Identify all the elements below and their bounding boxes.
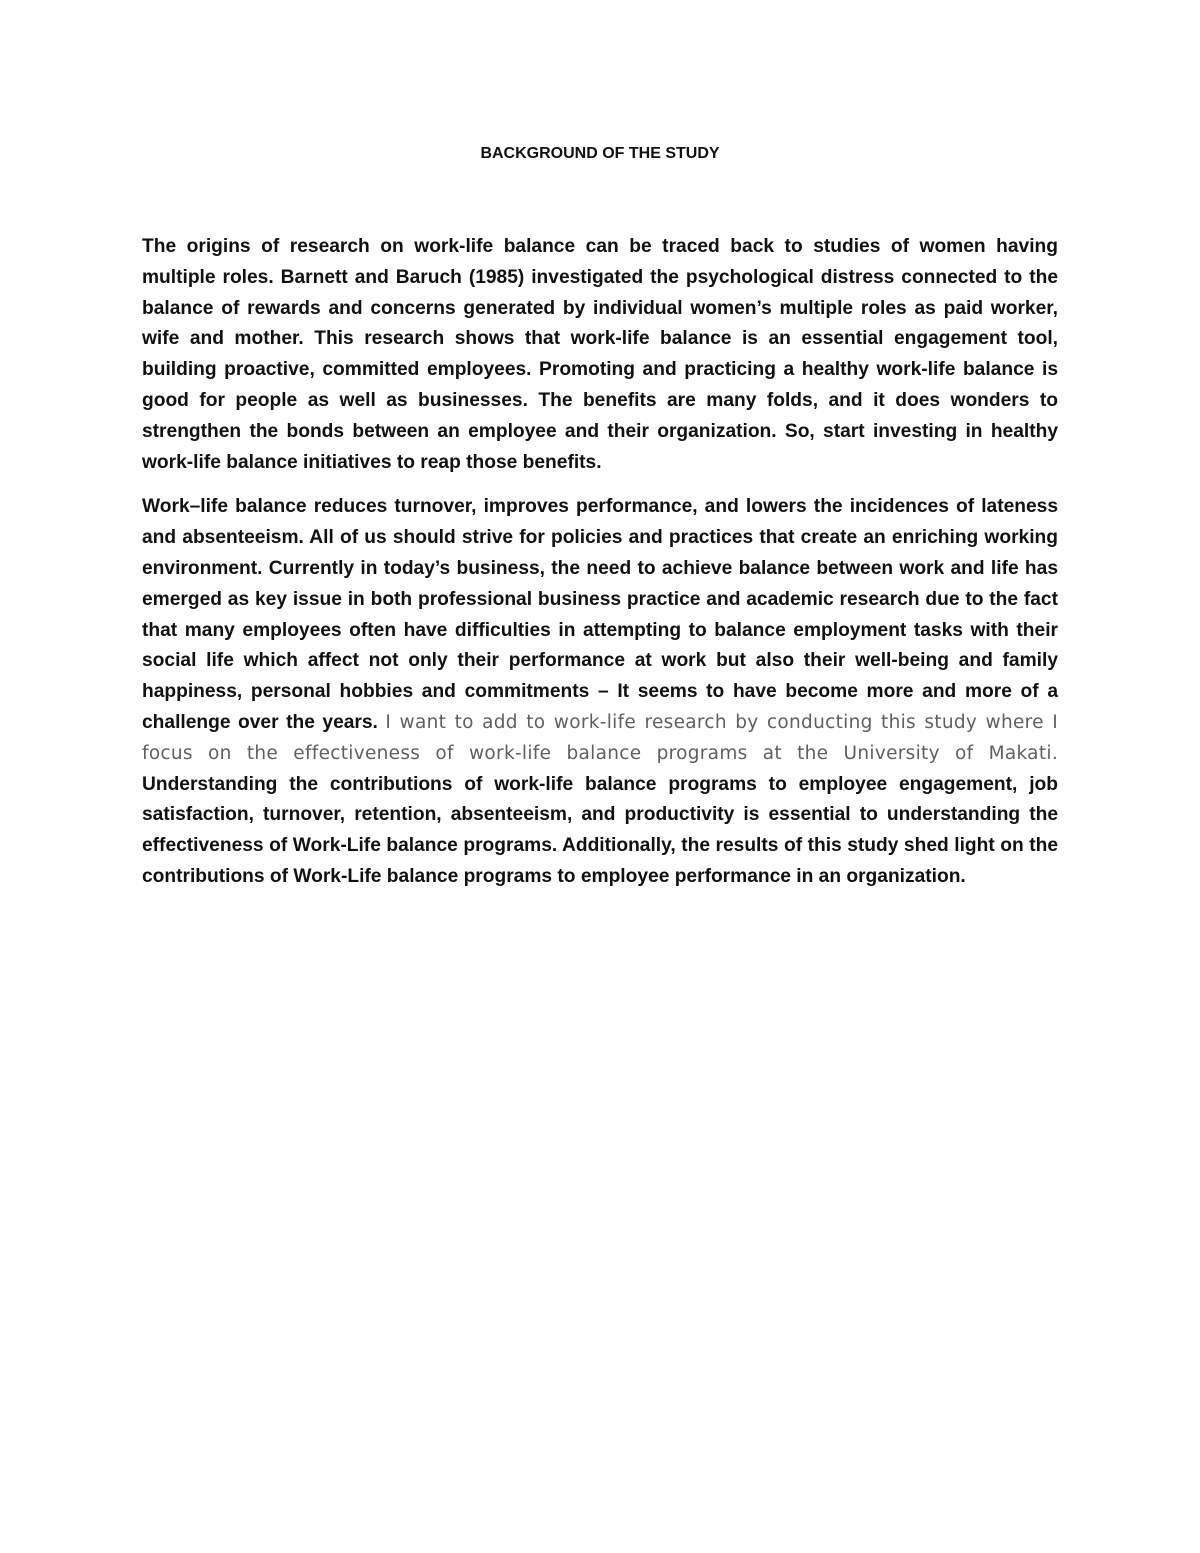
paragraph-1: The origins of research on work-life balance can be traced back to studies of women having multiple roles. Barnett and Baruch (1985) investigated the psychological distress connected to the balance of rewards and concerns generated by individual women’s multiple roles as paid worker, wife and mother. This research shows that work-life balance is an essential engagement tool, building proactive, committed employees. Promoting and practicing a healthy work-life balance is good for people as well as businesses. The benefits are many folds, and it does wonders to strengthen the bonds between an employee and their organization. So, start investing in healthy work-life balance initiatives to reap those benefits.: [142, 236, 1058, 473]
paragraph-2: [142, 492, 1058, 892]
document-body: [142, 232, 1058, 907]
document-title: BACKGROUND OF THE STUDY: [480, 145, 720, 162]
paragraph-2-text-before: Work–life balance reduces turnover, improves performance, and lowers the incidences of lateness and absenteeism. All of us should strive for policies and practices that create an enriching working environment. Currently in today’s business, the need to achieve balance between work and life has emerged as key issue in both professional business practice and academic research due to the fact that many employees often have difficulties in attempting to balance employment tasks with their social life which affect not only their performance at work but also their well-being and family happiness, personal hobbies and commitments – It seems to have become more and more of a challenge over the years.: [142, 496, 1058, 733]
paragraph-2-inserted-text: I want to add to work-life research by conducting this study where I focus on the effectiveness of work-life balance programs at the University of Makati.: [142, 711, 1058, 764]
paragraph-2-text-after: Understanding the contributions of work-life balance programs to employee engagement, job satisfaction, turnover, retention, absenteeism, and productivity is essential to understanding the effectiveness of Work-Life balance programs. Additionally, the results of this study shed light on the contributions of Work-Life balance programs to employee performance in an organization.: [142, 773, 1058, 887]
